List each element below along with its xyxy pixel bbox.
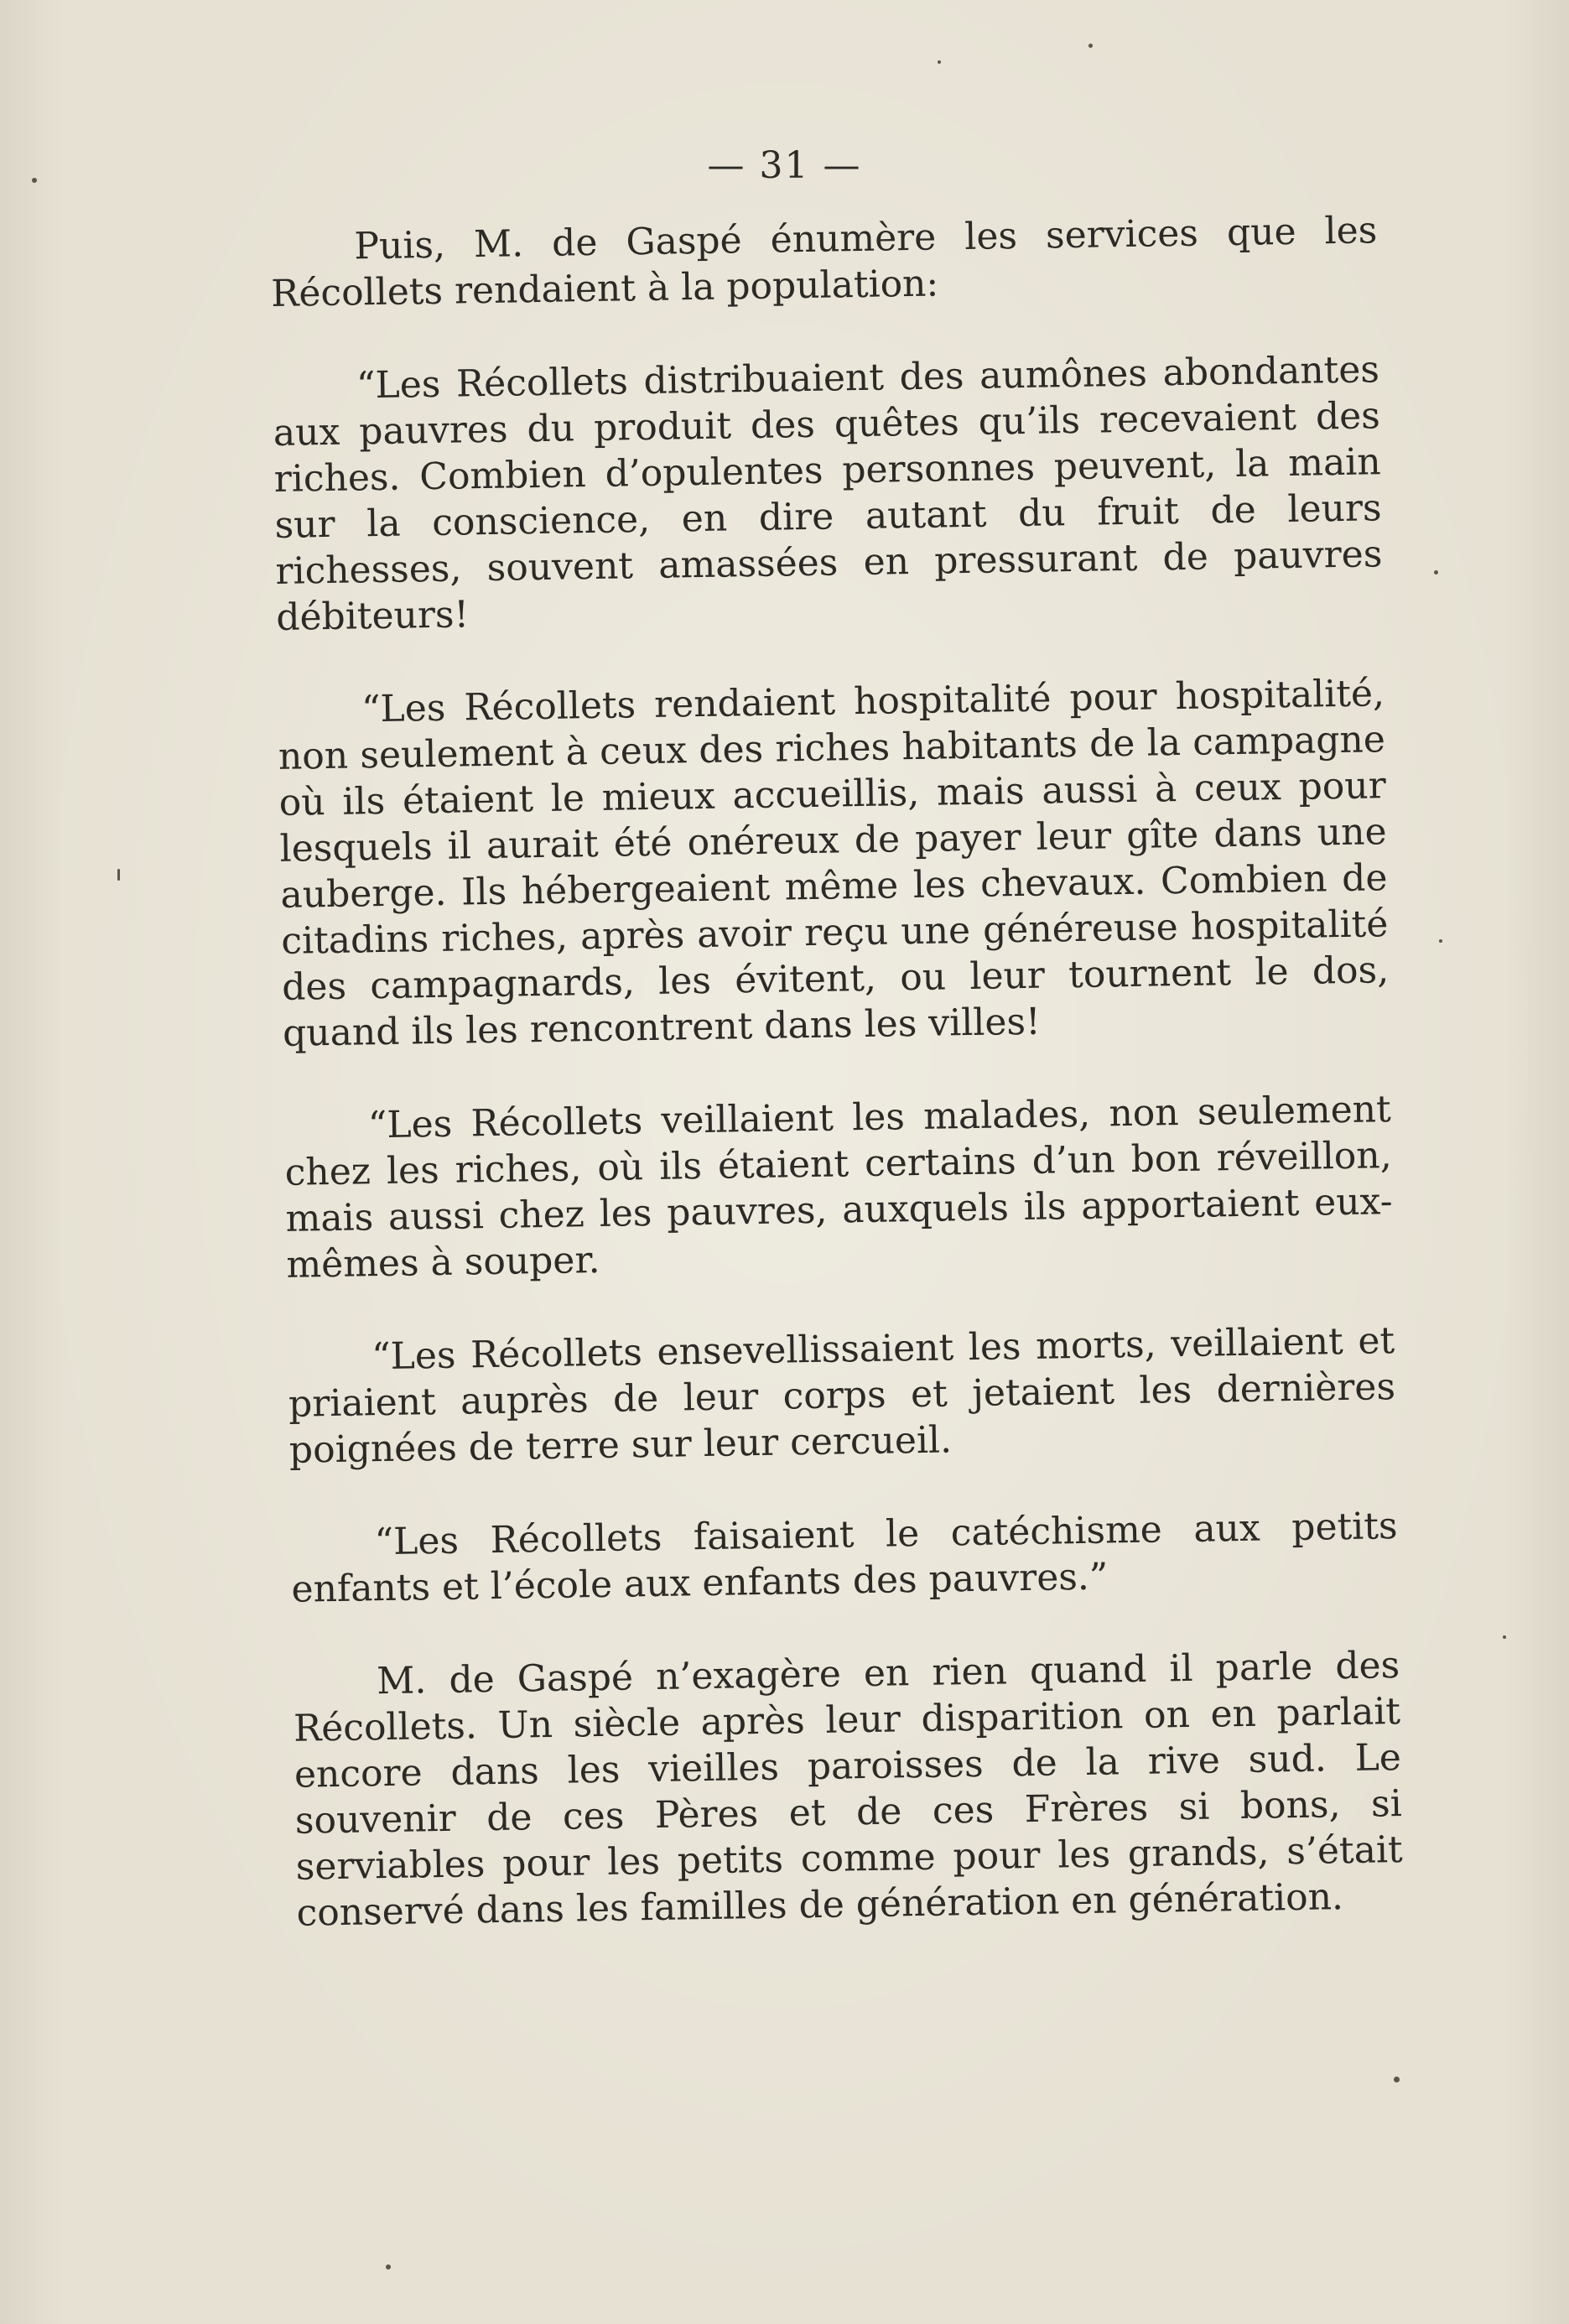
page-number: — 31 — <box>707 144 862 187</box>
paper-speck <box>386 2264 391 2269</box>
paragraph-conclusion: M. de Gaspé n’exagère en rien quand il parle des Récollets. Un siècle après leur disparition on en parlait encore dans les vieilles paroisses de la rive sud. Le souvenir de ces Pères et de ces Frères si bons, si serviables pour les petits comme pour les grands, s’était conservé dans les familles de génération en génération. <box>293 1644 1404 1935</box>
paragraph-quote-sick: “Les Récollets veillaient les malades, non seulement chez les riches, où ils étaient certains d’un bon réveillon, mais aussi chez les pauvres, auxquels ils apportaient eux-mêmes à souper. <box>284 1088 1393 1287</box>
paper-speck <box>32 178 37 183</box>
paper-speck <box>938 60 941 64</box>
paragraph-quote-catechism: “Les Récollets faisaient le catéchisme aux petits enfants et l’école aux enfants des pauvres.” <box>291 1505 1398 1611</box>
paper-speck <box>1503 1635 1506 1639</box>
paper-speck <box>1434 570 1438 575</box>
paragraph-intro: Puis, M. de Gaspé énumère les services que les Récollets rendaient à la population: <box>270 209 1378 315</box>
paper-speck <box>1394 2077 1400 2082</box>
paragraph-quote-dead: “Les Récollets ensevellissaient les morts, veillaient et priaient auprès de leur corps et jetaient les dernières poignées de terre sur leur cercueil. <box>288 1319 1396 1472</box>
paper-speck <box>1088 44 1093 48</box>
paragraph-quote-hospitality: “Les Récollets rendaient hospitalité pour hospitalité, non seulement à ceux des riches habitants de la campagne où ils étaient le mieux accueillis, mais aussi à ceux pour lesquels il aurait été onéreux de payer leur gîte dans une auberge. Ils hébergeaient même les chevaux. Combien de citadins riches, après avoir reçu une généreuse hospitalité des campagnards, les évitent, ou leur tournent le dos, quand ils les rencontrent dans les villes! <box>278 672 1390 1055</box>
paper-speck <box>1439 939 1442 943</box>
body-text <box>270 207 1405 1983</box>
paper-speck <box>117 869 120 881</box>
paragraph-quote-alms: “Les Récollets distribuaient des aumônes abondantes aux pauvres du produit des quêtes qu’ils recevaient des riches. Combien d’opulentes personnes peuvent, la main sur la conscience, en dire autant du fruit de leurs richesses, souvent amassées en pressurant de pauvres débiteurs! <box>273 348 1383 639</box>
